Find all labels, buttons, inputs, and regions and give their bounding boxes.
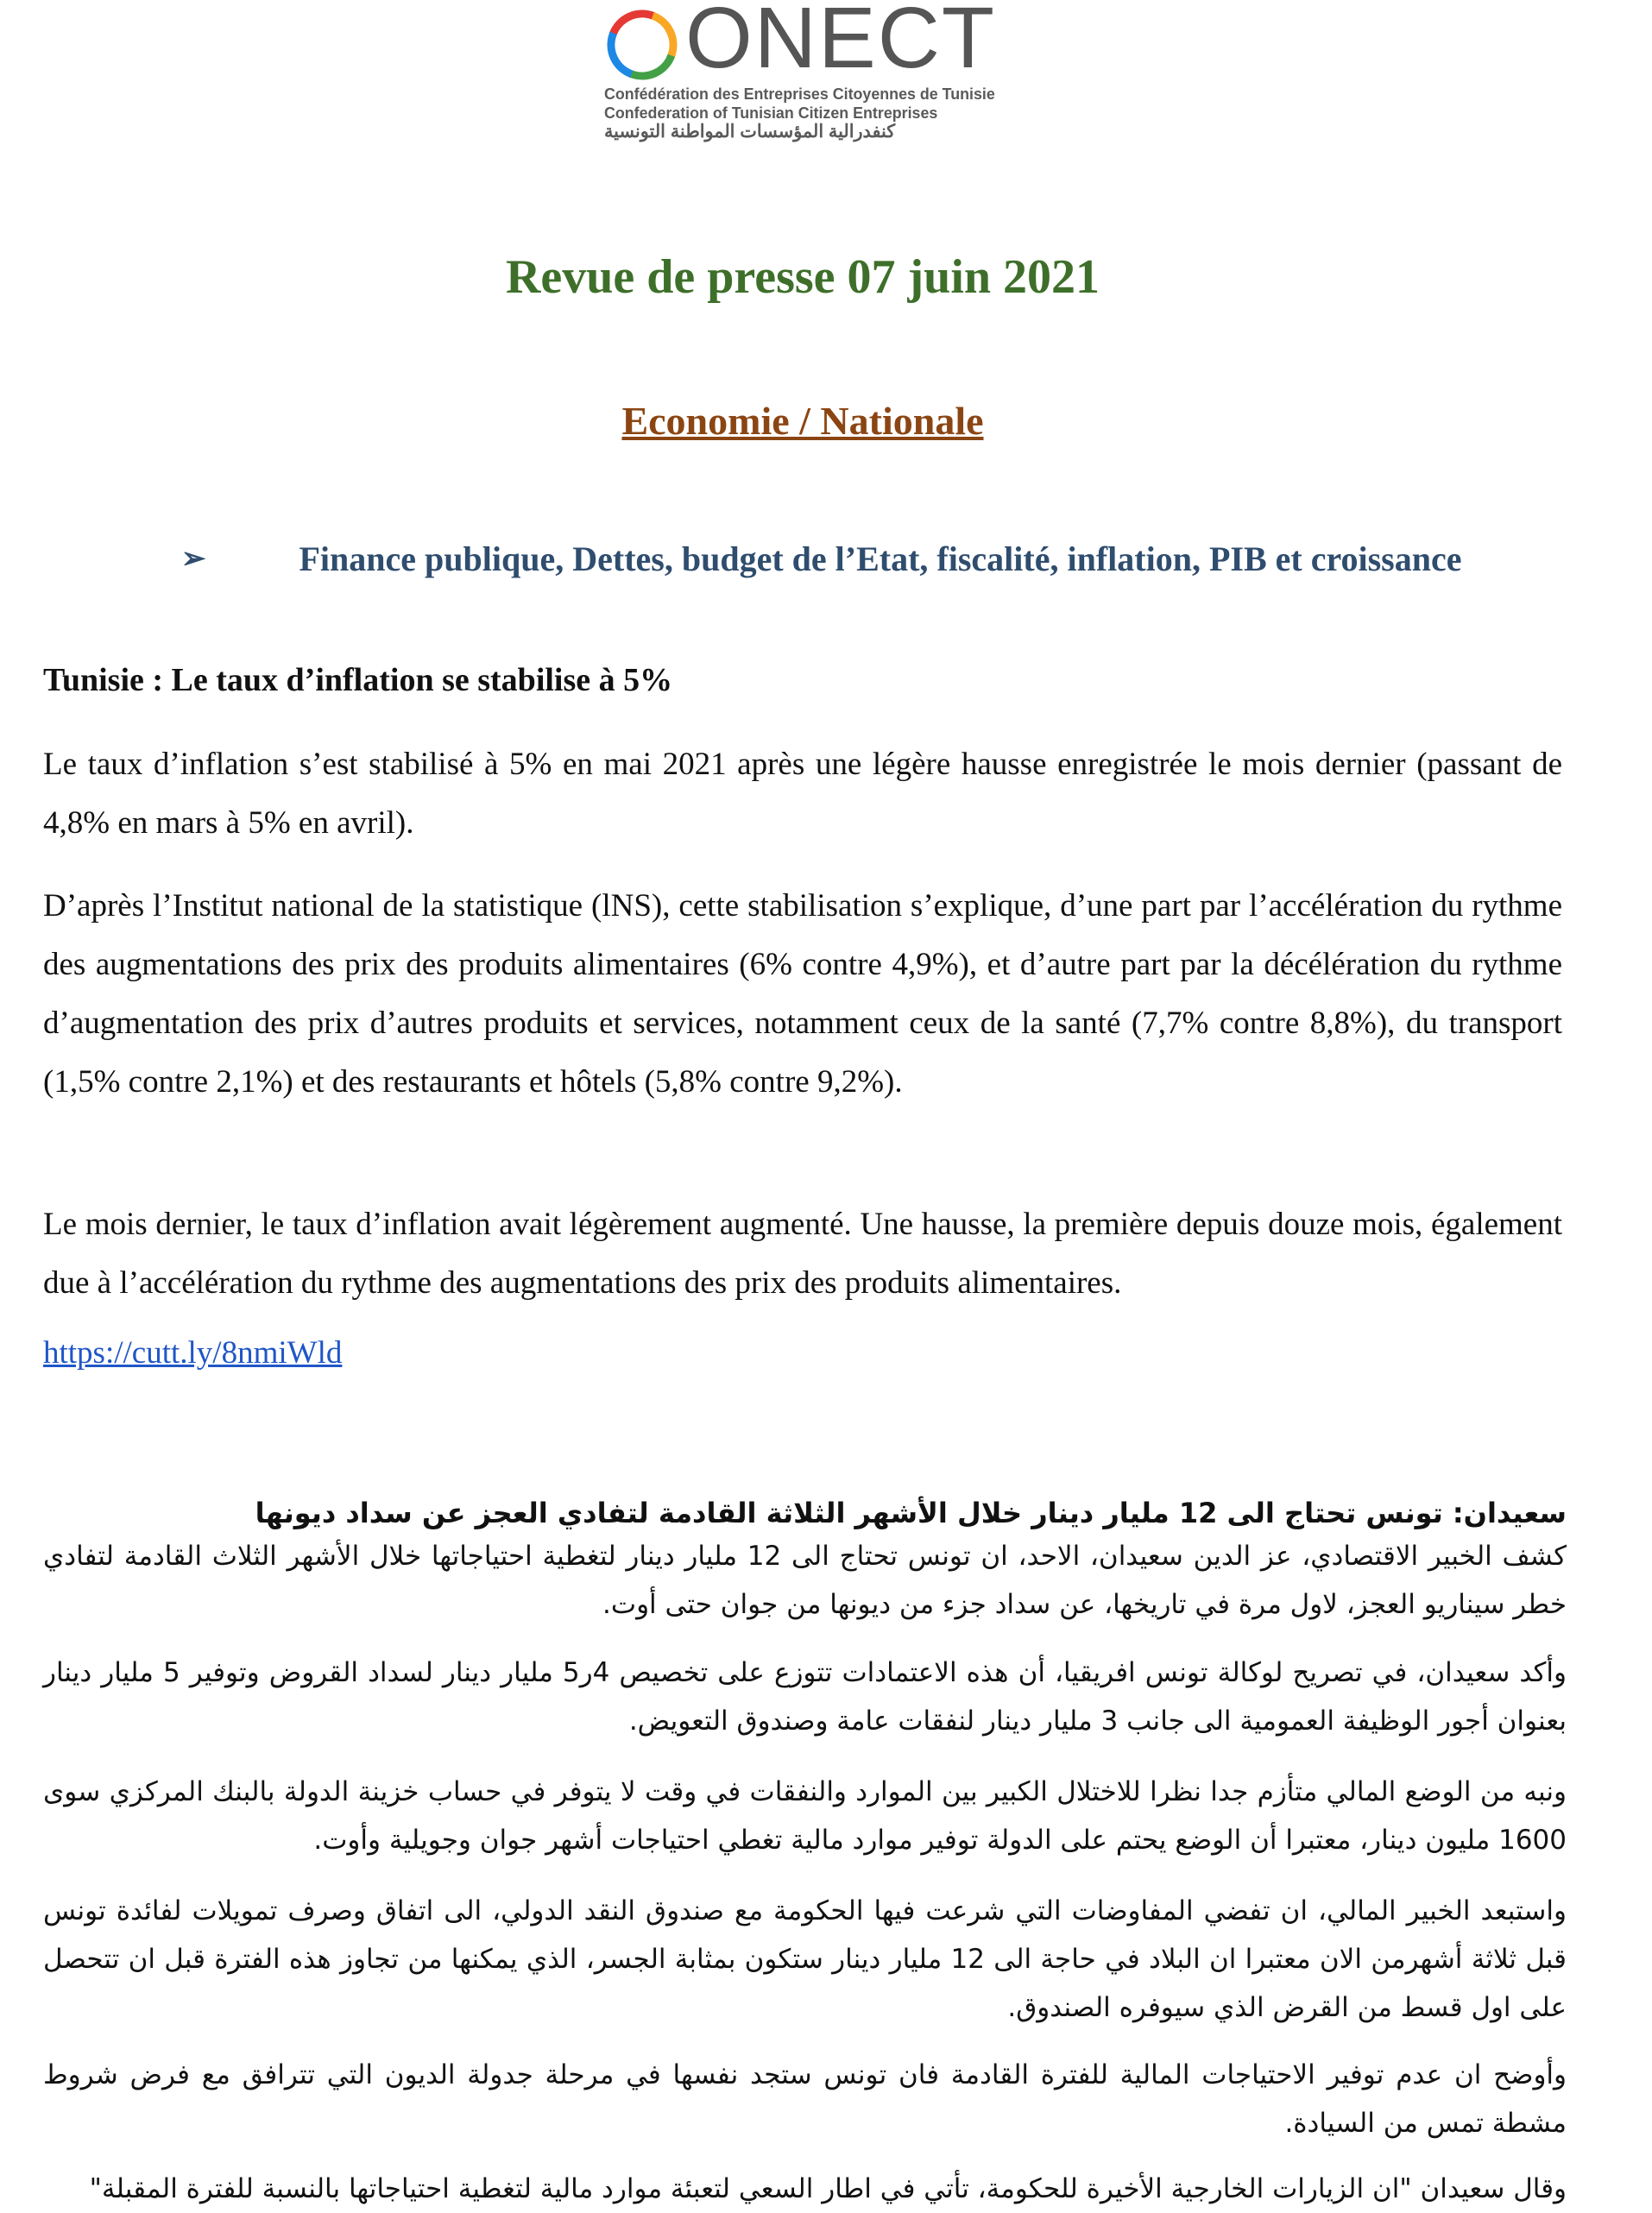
conect-logo [602,0,999,155]
arrow-bullet-icon: ➢ [181,543,206,575]
article-ar-paragraph-6: وقال سعيدان "ان الزيارات الخارجية الأخيرة للحكومة، تأتي في اطار السعي لتعبئة موارد مالية لتغطية احتياجاتها بالنسبة للفترة المقبلة" [89,2173,1567,2204]
logo-wordmark [602,0,999,85]
article-fr-paragraph-3: Le mois dernier, le taux d’inflation avait légèrement augmenté. Une hausse, la première depuis douze mois, également due à l’accélération du rythme des augmentations des prix des produits alimentaires. [43,1207,1562,1301]
article-ar-paragraph-3: ونبه من الوضع المالي متأزم جدا نظرا للاختلال الكبير بين الموارد والنفقات في وقت لا يتوفر في حساب خزينة الدولة بالبنك المركزي سوى 1600 مليون دينار، معتبرا أن الوضع يحتم على الدولة توفير موارد مالية تغطي احتياجات أشهر جوان وجويلية وأوت. [43,1776,1567,1856]
logo-line-fr: Confédération des Entreprises Citoyennes de Tunisie [604,85,995,103]
article-ar-paragraph-1: كشف الخبير الاقتصادي، عز الدين سعيدان، الاحد، ان تونس تحتاج الى 12 مليار دينار لتغطية احتياجاتها خلال الأشهر الثلاث القادمة لتفادي خطر سيناريو العجز، لاول مرة في تاريخها، عن سداد جزء من ديونها من جوان حتى أوت. [43,1541,1567,1620]
logo-ring-icon [602,5,682,85]
article-fr-paragraph-2: D’après l’Institut national de la statistique (lNS), cette stabilisation s’explique, d’une part par l’accélération du rythme des augmentations des prix des produits alimentaires (6% contre 4,9%), et d’autre part par la décélération du rythme d’augmentation des prix d’autres produits et services, notamment ceux de la santé (7,7% contre 8,8%), du transport (1,5% contre 2,1%) et des restaurants et hôtels (5,8% contre 9,2%). [43,888,1562,1100]
article-fr-paragraph-1: Le taux d’inflation s’est stabilisé à 5% en mai 2021 après une légère hausse enregistrée le mois dernier (passant de 4,8% en mars à 5% en avril). [43,747,1562,841]
section-heading: Economie / Nationale [621,399,984,443]
logo-tagline [604,85,1001,142]
article-ar-paragraph-2: وأكد سعيدان، في تصريح لوكالة تونس افريقيا، أن هذه الاعتمادات تتوزع على تخصيص 4ر5 مليار دينار لسداد القروض وتوفير 5 مليار دينار بعنوان أجور الوظيفة العمومية الى جانب 3 مليار دينار لنفقات عامة وصندوق التعويض. [43,1657,1567,1737]
article-fr-source-link[interactable]: https://cutt.ly/8nmiWld [43,1335,343,1371]
page-title: Revue de presse 07 juin 2021 [505,250,1100,304]
logo-line-en: Confederation of Tunisian Citizen Entreprises [604,104,938,122]
topic-text: Finance publique, Dettes, budget de l’Etat, fiscalité, inflation, PIB et croissance [299,539,1462,578]
article-ar-paragraph-4: واستبعد الخبير المالي، ان تفضي المفاوضات التي شرعت فيها الحكومة مع صندوق النقد الدولي، الى اتفاق وصرف تمويلات لفائدة تونس قبل ثلاثة أشهرمن الان معتبرا ان البلاد في حاجة الى 12 مليار دينار ستكون بمثابة الجسر، الذي يمكنها من تجاوز هذه الفترة قبل ان تتحصل على اول قسط من القرض الذي سيوفره الصندوق. [43,1895,1567,2023]
topic-heading [181,535,1528,583]
article-ar-headline: سعيدان: تونس تحتاج الى 12 مليار دينار خلال الأشهر الثلاثة القادمة لتفادي العجز عن سداد ديونها [255,1497,1567,1529]
logo-line-ar: كنفدرالية المؤسسات المواطنة التونسية [604,122,896,142]
article-ar-paragraph-5: وأوضح ان عدم توفير الاحتياجات المالية للفترة القادمة فان تونس ستجد نفسها في مرحلة جدولة الديون التي تترافق مع فرض شروط مشطة تمس من السيادة. [43,2059,1567,2139]
article-fr-headline: Tunisie : Le taux d’inflation se stabilise à 5% [43,662,673,698]
logo-letters: ONECT [685,0,996,86]
